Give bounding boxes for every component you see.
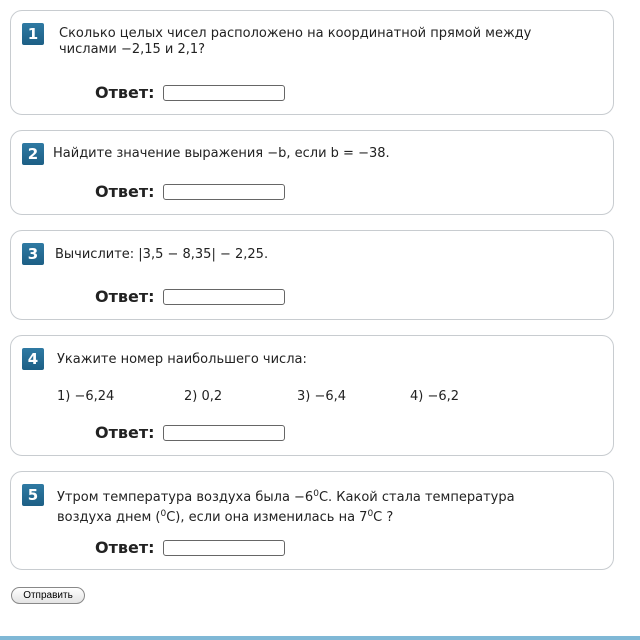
option-1: 1) −6,24 <box>57 389 115 404</box>
question-number-badge: 2 <box>22 143 44 165</box>
question-text <box>57 486 515 526</box>
answer-row <box>95 182 285 201</box>
question-text: Вычислите: |3,5 − 8,35| − 2,25. <box>55 247 269 262</box>
question-text-line <box>57 486 515 506</box>
answer-input-4[interactable] <box>163 425 285 441</box>
answer-row <box>95 287 285 306</box>
answer-label: Ответ: <box>95 287 155 306</box>
question-card-3 <box>10 230 614 320</box>
question-number-badge: 1 <box>22 23 44 45</box>
question-card-2 <box>10 130 614 215</box>
question-text: Укажите номер наибольшего числа: <box>57 352 307 367</box>
answer-label: Ответ: <box>95 83 155 102</box>
answer-label: Ответ: <box>95 423 155 442</box>
bottom-divider <box>0 636 640 640</box>
submit-button[interactable]: Отправить <box>11 587 85 604</box>
answer-label: Ответ: <box>95 182 155 201</box>
question-text: Найдите значение выражения −b, если b = −38. <box>53 146 390 161</box>
option-4: 4) −6,2 <box>410 389 460 404</box>
answer-row <box>95 538 285 557</box>
text-part: С. Какой стала температура <box>318 490 515 505</box>
question-number-badge: 4 <box>22 348 44 370</box>
degree-superscript: 0 <box>313 489 319 499</box>
answer-input-2[interactable] <box>163 184 285 200</box>
degree-superscript: 0 <box>160 509 167 519</box>
text-part: С), если она изменилась на 7 <box>166 510 368 525</box>
answer-input-5[interactable] <box>163 540 285 556</box>
question-card-5 <box>10 471 614 570</box>
text-part: С ? <box>373 510 394 525</box>
answer-input-3[interactable] <box>163 289 285 305</box>
text-part: Утром температура воздуха была −6 <box>57 490 314 505</box>
degree-superscript: 0 <box>367 509 374 519</box>
question-text-line <box>57 506 515 526</box>
answer-row <box>95 423 285 442</box>
question-text-line: Сколько целых чисел расположено на координатной прямой между <box>59 26 532 41</box>
question-number-badge: 3 <box>22 243 44 265</box>
answer-label: Ответ: <box>95 538 155 557</box>
text-part: воздуха днем ( <box>57 510 161 525</box>
question-card-1 <box>10 10 614 115</box>
question-text <box>59 26 531 58</box>
option-3: 3) −6,4 <box>297 389 347 404</box>
question-card-4 <box>10 335 614 456</box>
question-number-badge: 5 <box>22 484 44 506</box>
question-text-line: числами −2,15 и 2,1? <box>59 42 206 57</box>
answer-row <box>95 83 285 102</box>
answer-input-1[interactable] <box>163 85 285 101</box>
option-2: 2) 0,2 <box>184 389 223 404</box>
